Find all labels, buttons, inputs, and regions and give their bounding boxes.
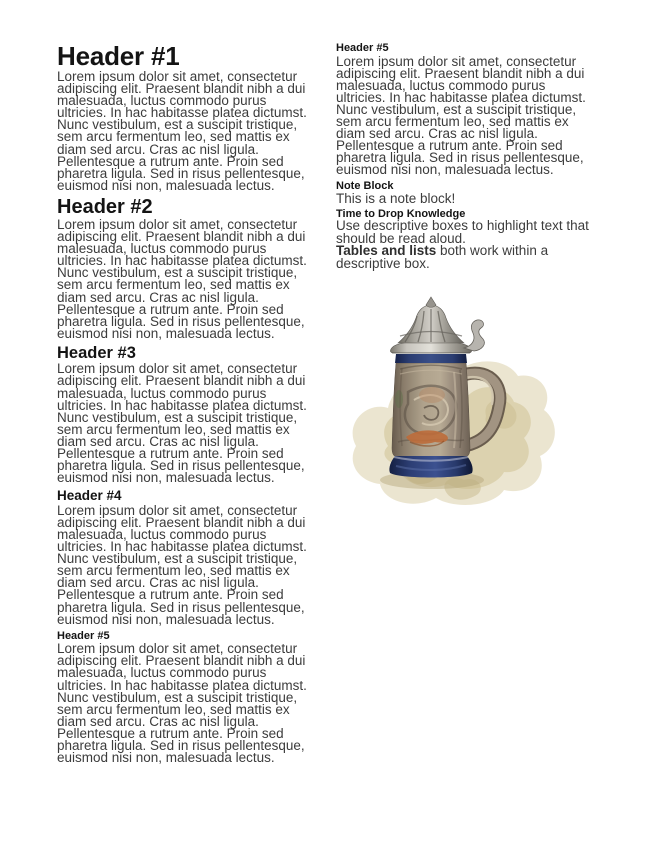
heading-5-right: Header #5 (336, 42, 389, 54)
heading-4: Header #4 (57, 488, 122, 504)
paragraph-lorem-5: Lorem ipsum dolor sit amet, consectetur adipiscing elit. Praesent blandit nibh a dui malesuada, luctus commodo purus ultricies. In hac habitasse platea dictumst. Nunc vestibulum, est a suscipit tristique, sem arcu fermentum leo, sed mattis ex diam sed arcu. Cras ac nisl ligula. Pellentesque a rutrum ante. Proin sed pharetra ligula. Sed in risus pellentesque, euismod nisi non, malesuada lectus. (57, 641, 307, 766)
right-column (336, 42, 594, 768)
knowledge-heading: Time to Drop Knowledge (336, 207, 466, 220)
stein-blue-band (395, 354, 467, 363)
tables-lists-rest: both work within a descriptive box. (336, 243, 549, 271)
heading-2: Header #2 (57, 195, 153, 218)
heading-1: Header #1 (57, 41, 180, 71)
paragraph-lorem-2: Lorem ipsum dolor sit amet, consectetur adipiscing elit. Praesent blandit nibh a dui malesuada, luctus commodo purus ultricies. In hac habitasse platea dictumst. Nunc vestibulum, est a suscipit tristique, sem arcu fermentum leo, sed mattis ex diam sed arcu. Cras ac nisl ligula. Pellentesque a rutrum ante. Proin sed pharetra ligula. Sed in risus pellentesque, euismod nisi non, malesuada lectus. (57, 216, 307, 341)
stein-finial (426, 297, 436, 307)
paragraph-lorem-3: Lorem ipsum dolor sit amet, consectetur adipiscing elit. Praesent blandit nibh a dui malesuada, luctus commodo purus ultricies. In hac habitasse platea dictumst. Nunc vestibulum, est a suscipit tristique, sem arcu fermentum leo, sed mattis ex diam sed arcu. Cras ac nisl ligula. Pellentesque a rutrum ante. Proin sed pharetra ligula. Sed in risus pellentesque, euismod nisi non, malesuada lectus. (57, 361, 307, 486)
note-block-heading: Note Block (336, 180, 394, 193)
heading-5-left: Header #5 (57, 629, 110, 642)
left-column (57, 42, 315, 768)
note-block-body: This is a note block! (336, 190, 456, 206)
paragraph-lorem-4: Lorem ipsum dolor sit amet, consectetur adipiscing elit. Praesent blandit nibh a dui malesuada, luctus commodo purus ultricies. In hac habitasse platea dictumst. Nunc vestibulum, est a suscipit tristique, sem arcu fermentum leo, sed mattis ex diam sed arcu. Cras ac nisl ligula. Pellentesque a rutrum ante. Proin sed pharetra ligula. Sed in risus pellentesque, euismod nisi non, malesuada lectus. (57, 502, 307, 627)
tables-lists-note (336, 245, 594, 270)
tables-lists-bold: Tables and lists (336, 243, 437, 259)
heading-3: Header #3 (57, 343, 136, 362)
stein-relief-face-tint (419, 387, 445, 403)
beer-stein-watercolor-icon (336, 296, 594, 511)
paragraph-lorem-6: Lorem ipsum dolor sit amet, consectetur adipiscing elit. Praesent blandit nibh a dui malesuada, luctus commodo purus ultricies. In hac habitasse platea dictumst. Nunc vestibulum, est a suscipit tristique, sem arcu fermentum leo, sed mattis ex diam sed arcu. Cras ac nisl ligula. Pellentesque a rutrum ante. Proin sed pharetra ligula. Sed in risus pellentesque, euismod nisi non, malesuada lectus. (336, 53, 586, 178)
stein-relief-green-tint (395, 390, 403, 408)
paragraph-lorem-1: Lorem ipsum dolor sit amet, consectetur adipiscing elit. Praesent blandit nibh a dui malesuada, luctus commodo purus ultricies. In hac habitasse platea dictumst. Nunc vestibulum, est a suscipit tristique, sem arcu fermentum leo, sed mattis ex diam sed arcu. Cras ac nisl ligula. Pellentesque a rutrum ante. Proin sed pharetra ligula. Sed in risus pellentesque, euismod nisi non, malesuada lectus. (57, 69, 307, 193)
beer-stein-illustration (336, 296, 594, 511)
knowledge-body: Use descriptive boxes to highlight text that should be read aloud. (336, 218, 589, 246)
